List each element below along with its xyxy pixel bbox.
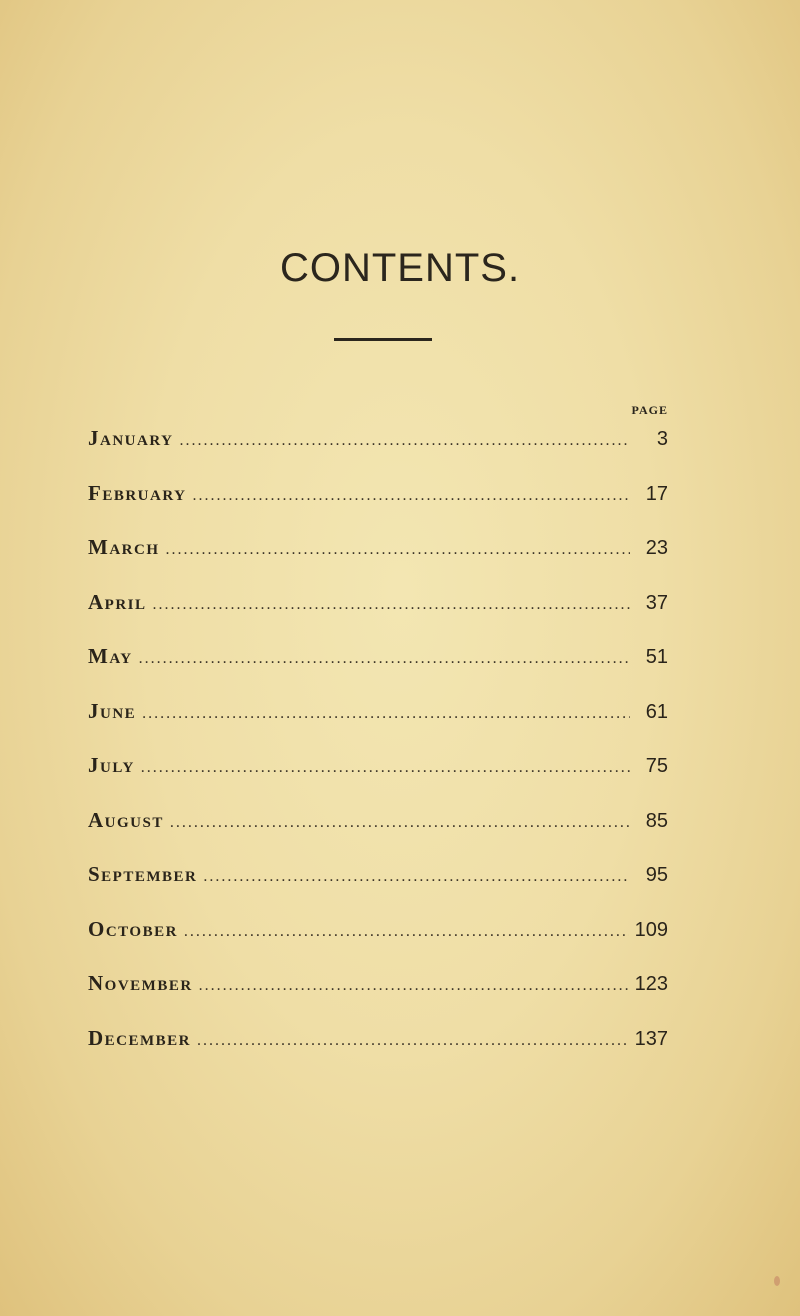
toc-entry-july <box>88 747 668 802</box>
toc-entry-november <box>88 965 668 1020</box>
toc-entry-label: February <box>88 480 187 505</box>
dot-leader <box>197 1023 629 1059</box>
toc-entry-page: 137 <box>634 1027 668 1050</box>
toc-entry-april <box>88 584 668 639</box>
toc-entry-page: 95 <box>645 864 668 886</box>
toc-entry-label: September <box>88 862 198 886</box>
toc-entry-page: 51 <box>645 646 668 668</box>
toc-entry-page: 23 <box>645 537 668 559</box>
toc-entry-page: 37 <box>645 591 668 614</box>
dot-leader <box>142 696 630 732</box>
toc-entry-august <box>88 802 668 857</box>
toc-entry-december <box>88 1020 668 1075</box>
toc-entry-label: April <box>88 589 147 614</box>
toc-entry-label: May <box>88 644 133 668</box>
toc-entry-page: 17 <box>645 482 668 505</box>
dot-leader <box>179 423 630 459</box>
toc-entry-label: March <box>88 535 160 559</box>
dot-leader <box>153 587 630 623</box>
toc-entry-label: November <box>88 971 193 995</box>
dot-leader <box>170 805 630 841</box>
toc-entry-page: 85 <box>645 809 668 832</box>
toc-entry-page: 109 <box>634 918 668 941</box>
dot-leader <box>141 750 630 786</box>
title-rule <box>334 338 432 341</box>
toc-entry-page: 123 <box>634 973 668 995</box>
dot-leader <box>199 968 629 1004</box>
toc-entry-october <box>88 911 668 966</box>
dot-leader <box>184 914 629 950</box>
toc-entry-june <box>88 693 668 748</box>
table-of-contents <box>88 420 668 1074</box>
toc-entry-january <box>88 420 668 475</box>
toc-entry-page: 61 <box>645 700 668 723</box>
toc-entry-september <box>88 856 668 911</box>
paper-stain <box>774 1276 780 1286</box>
toc-entry-label: July <box>88 753 135 777</box>
toc-entry-page: 75 <box>645 755 668 777</box>
dot-leader <box>166 532 631 568</box>
toc-entry-march <box>88 529 668 584</box>
toc-entry-page: 3 <box>656 428 668 450</box>
toc-entry-label: June <box>88 698 137 723</box>
toc-entry-label: December <box>88 1025 192 1050</box>
page-title: CONTENTS. <box>279 246 521 290</box>
dot-leader <box>192 478 630 514</box>
toc-entry-february <box>88 475 668 530</box>
dot-leader <box>139 641 630 677</box>
toc-entry-label: January <box>88 426 174 450</box>
toc-entry-label: August <box>88 807 164 832</box>
page-column-header: PAGE <box>631 403 668 417</box>
dot-leader <box>203 859 630 895</box>
toc-entry-may <box>88 638 668 693</box>
toc-entry-label: October <box>88 916 178 941</box>
